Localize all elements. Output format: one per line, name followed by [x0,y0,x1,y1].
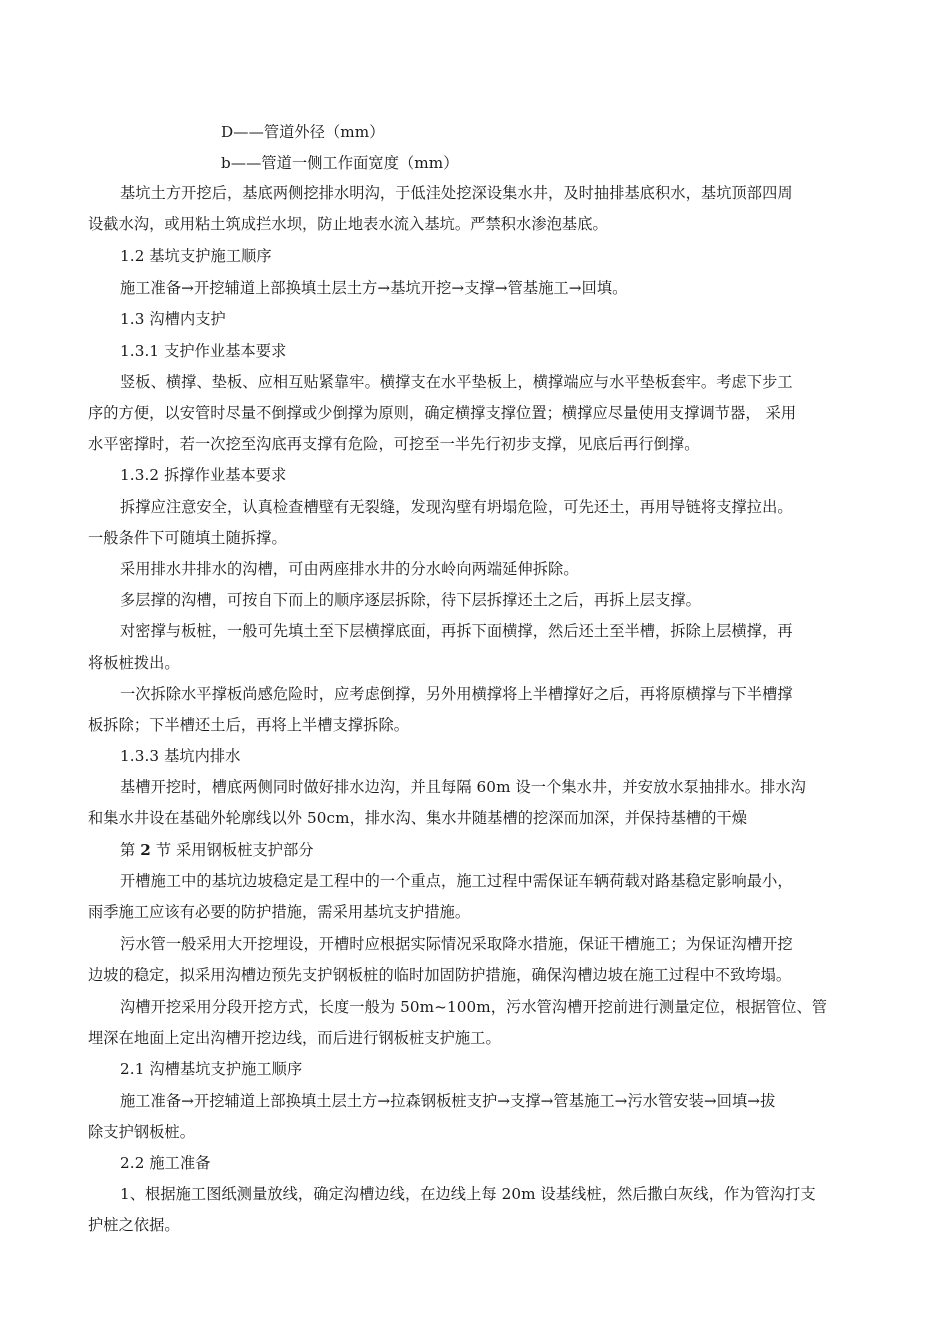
chapter-heading-prefix: 第 [120,841,136,859]
formula-definition-b: b——管道一侧工作面宽度（mm） [221,154,459,172]
formula-definition-d: D——管道外径（mm） [221,123,385,141]
paragraph-line: 基槽开挖时，槽底两侧同时做好排水边沟，并且每隔 60m 设一个集水井，并安放水泵抽排水。排水沟 [120,778,806,796]
section-heading: 1.2 基坑支护施工顺序 [120,247,272,265]
paragraph-line: 将板桩拨出。 [88,654,180,672]
paragraph-line: 和集水井设在基础外轮廓线以外 50cm，排水沟、集水井随基槽的挖深而加深，并保持基槽的干燥 [88,809,748,827]
paragraph-line: 多层撑的沟槽，可按自下而上的顺序逐层拆除，待下层拆撑还土之后，再拆上层支撑。 [120,591,701,609]
chapter-heading-title: 节 采用钢板桩支护部分 [155,841,314,859]
paragraph-line: 板拆除；下半槽还土后，再将上半槽支撑拆除。 [88,716,410,734]
paragraph-line: 施工准备→开挖辅道上部换填土层土方→拉森钢板桩支护→支撑→管基施工→污水管安装→回填→拔 [120,1092,776,1110]
paragraph-line: 一般条件下可随填土随拆撑。 [88,529,287,547]
paragraph-line: 一次拆除水平撑板尚感危险时，应考虑倒撑，另外用横撑将上半槽撑好之后，再将原横撑与下半槽撑 [120,685,793,703]
paragraph-line: 边坡的稳定，拟采用沟槽边预先支护钢板桩的临时加固防护措施，确保沟槽边坡在施工过程中不致垮塌。 [88,966,792,984]
section-heading: 2.2 施工准备 [120,1154,211,1172]
paragraph-line: 序的方便，以安管时尽量不倒撑或少倒撑为原则，确定横撑支撑位置；横撑应尽量使用支撑调节器， 采用 [88,404,797,422]
paragraph-line: 竖板、横撑、垫板、应相互贴紧靠牢。横撑支在水平垫板上，横撑端应与水平垫板套牢。考虑下步工 [120,373,793,391]
paragraph-line: 对密撑与板桩，一般可先填土至下层横撑底面，再拆下面横撑，然后还土至半槽，拆除上层横撑，再 [120,622,793,640]
subsection-heading: 1.3.1 支护作业基本要求 [120,342,287,360]
paragraph-line: 施工准备→开挖辅道上部换填土层土方→基坑开挖→支撑→管基施工→回填。 [120,279,628,297]
section-heading: 1.3 沟槽内支护 [120,310,226,328]
chapter-number: 2 [140,841,151,859]
paragraph-line: 护桩之依据。 [88,1216,180,1234]
paragraph-line: 采用排水井排水的沟槽，可由两座排水井的分水岭向两端延伸拆除。 [120,560,579,578]
paragraph-line: 沟槽开挖采用分段开挖方式，长度一般为 50m~100m，污水管沟槽开挖前进行测量定位，根据管位、管 [120,998,828,1016]
section-heading: 2.1 沟槽基坑支护施工顺序 [120,1060,303,1078]
paragraph-line: 基坑土方开挖后，基底两侧挖排水明沟，于低洼处挖深设集水井，及时抽排基底积水，基坑顶部四周 [120,184,793,202]
subsection-heading: 1.3.2 拆撑作业基本要求 [120,466,287,484]
paragraph-line: 设截水沟，或用粘土筑成拦水坝，防止地表水流入基坑。严禁积水渗泡基底。 [88,215,608,233]
paragraph-line: 污水管一般采用大开挖埋设，开槽时应根据实际情况采取降水措施，保证干槽施工；为保证沟槽开挖 [120,935,793,953]
chapter-heading [120,840,314,860]
paragraph-line: 拆撑应注意安全，认真检查槽壁有无裂缝，发现沟壁有坍塌危险，可先还土，再用导链将支撑拉出。 [120,498,793,516]
paragraph-line: 水平密撑时，若一次挖至沟底再支撑有危险，可挖至一半先行初步支撑，见底后再行倒撑。 [88,435,700,453]
subsection-heading: 1.3.3 基坑内排水 [120,747,241,765]
paragraph-line: 开槽施工中的基坑边坡稳定是工程中的一个重点，施工过程中需保证车辆荷载对路基稳定影响最小， [120,872,793,890]
paragraph-line: 雨季施工应该有必要的防护措施，需采用基坑支护措施。 [88,903,471,921]
paragraph-line: 埋深在地面上定出沟槽开挖边线，而后进行钢板桩支护施工。 [88,1029,501,1047]
paragraph-line: 除支护钢板桩。 [88,1123,196,1141]
paragraph-line: 1、根据施工图纸测量放线，确定沟槽边线，在边线上每 20m 设基线桩，然后撒白灰线，作为管沟打支 [120,1185,816,1203]
